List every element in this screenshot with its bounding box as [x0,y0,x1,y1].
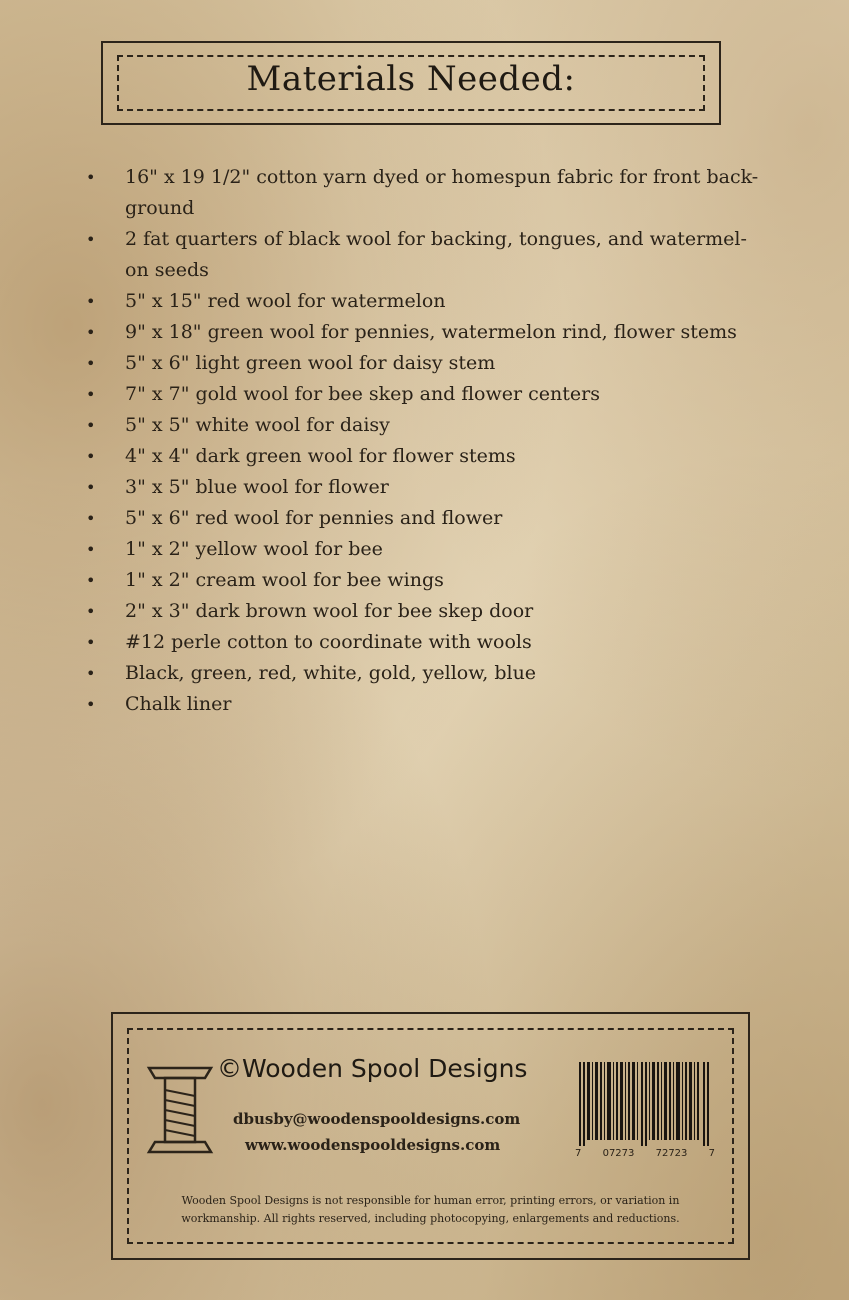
list-item-continuation: on seeds [125,259,209,281]
bullet-icon: • [86,478,96,497]
bullet-icon: • [86,571,96,590]
list-item-continuation: ground [125,197,195,219]
bullet-icon: • [86,633,96,652]
list-item: • 16" x 19 1/2" cotton yarn dyed or homespun fabric for front back- [84,162,824,193]
list-item: • 2" x 3" dark brown wool for bee skep door [84,596,824,627]
bullet-icon: • [86,509,96,528]
list-item: • Black, green, red, white, gold, yellow, blue [84,658,824,689]
list-item: • 5" x 5" white wool for daisy [84,410,824,441]
list-item: • 1" x 2" cream wool for bee wings [84,565,824,596]
bullet-icon: • [86,168,96,187]
list-item: • 3" x 5" blue wool for flower [84,472,824,503]
bullet-icon: • [86,540,96,559]
barcode-digits: 7 07273 72723 7 [575,1148,715,1159]
barcode [575,1062,715,1166]
list-item: • 1" x 2" yellow wool for bee [84,534,824,565]
page-title: Materials Needed: [246,59,576,99]
disclaimer: Wooden Spool Designs is not responsible for human error, printing errors, or variation in workmanship. All rights reserved, including photocopying, enlargements and reductions. [181,1194,680,1225]
spool-icon [145,1062,215,1158]
title-frame [101,41,721,125]
list-item: • 2 fat quarters of black wool for backing, tongues, and watermel- [84,224,824,255]
bullet-icon: • [86,323,96,342]
company-name: ©Wooden Spool Designs [217,1054,528,1083]
website-link[interactable]: www.woodenspooldesigns.com [245,1136,501,1154]
list-item: • 5" x 6" light green wool for daisy stem [84,348,824,379]
barcode-bars [579,1062,711,1146]
bullet-icon: • [86,695,96,714]
bullet-icon: • [86,447,96,466]
list-item: • 4" x 4" dark green wool for flower stems [84,441,824,472]
bullet-icon: • [86,292,96,311]
bullet-icon: • [86,664,96,683]
email-link[interactable]: dbusby@woodenspooldesigns.com [233,1110,521,1128]
bullet-icon: • [86,385,96,404]
list-item: • 5" x 15" red wool for watermelon [84,286,824,317]
bullet-icon: • [86,230,96,249]
bullet-icon: • [86,416,96,435]
list-item: • Chalk liner [84,689,824,720]
list-item: • 5" x 6" red wool for pennies and flower [84,503,824,534]
list-item: • #12 perle cotton to coordinate with wools [84,627,824,658]
footer-frame [111,1012,750,1260]
list-item: • 9" x 18" green wool for pennies, watermelon rind, flower stems [84,317,824,348]
bullet-icon: • [86,354,96,373]
list-item: • 7" x 7" gold wool for bee skep and flower centers [84,379,824,410]
materials-list [84,162,824,720]
bullet-icon: • [86,602,96,621]
